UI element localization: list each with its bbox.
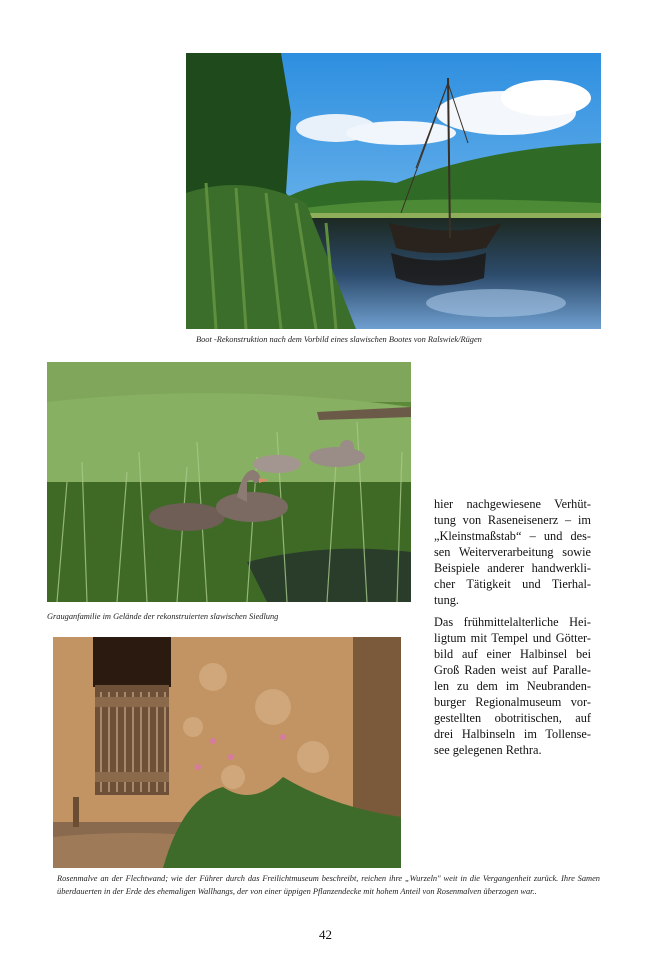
text-line: drei Halbinseln im Tollense- xyxy=(434,727,591,741)
text-line: „Kleinstmaßstab“ – und des- xyxy=(434,529,591,543)
text-line: hier nachgewiesene Verhüt- xyxy=(434,497,591,511)
text-line: sen Weiterverarbeitung sowie xyxy=(434,545,591,559)
text-line: ligtum mit Tempel und Götter- xyxy=(434,631,591,645)
body-paragraph-2 xyxy=(434,614,591,758)
text-line: cher Tätigkeit und Tierhal- xyxy=(434,577,591,591)
rosemallow-caption: Rosenmalve an der Flechtwand; wie der Führer durch das Freilichtmuseum beschreibt, reichen ihre „Wurzeln" weit in die Vergangenheit zurück. Ihre Samen überdauerten in der Erde des ehemaligen Wallhangs, der von einer üppigen Pflanzendecke mit hohem Anteil von Rosenmalven überzogen war.. xyxy=(57,874,600,896)
geese-photo xyxy=(47,362,411,602)
page-number: 42 xyxy=(319,927,332,942)
body-paragraph-1 xyxy=(434,496,591,608)
text-line: Beispiele anderer handwerkli- xyxy=(434,561,591,575)
text-line: Groß Raden weist auf Paralle- xyxy=(434,663,591,677)
text-line: bild auf einer Halbinsel bei xyxy=(434,647,591,661)
text-line: tung von Raseneisenerz – im xyxy=(434,513,591,527)
boat-caption: Boot -Rekonstruktion nach dem Vorbild eines slawischen Bootes von Ralswiek/Rügen xyxy=(196,335,482,344)
text-line: burger Regionalmuseum vor- xyxy=(434,695,591,709)
text-line: Das frühmittelalterliche Hei- xyxy=(434,615,591,629)
text-line: tung. xyxy=(434,593,459,607)
boat-photo xyxy=(186,53,601,329)
text-line: see gelegenen Rethra. xyxy=(434,743,542,757)
text-line: len zu dem im Neubranden- xyxy=(434,679,591,693)
geese-caption: Grauganfamilie im Gelände der rekonstruierten slawischen Siedlung xyxy=(47,612,279,621)
wattle-wall-photo xyxy=(53,637,401,868)
text-line: gestellten obotritischen, auf xyxy=(434,711,591,725)
